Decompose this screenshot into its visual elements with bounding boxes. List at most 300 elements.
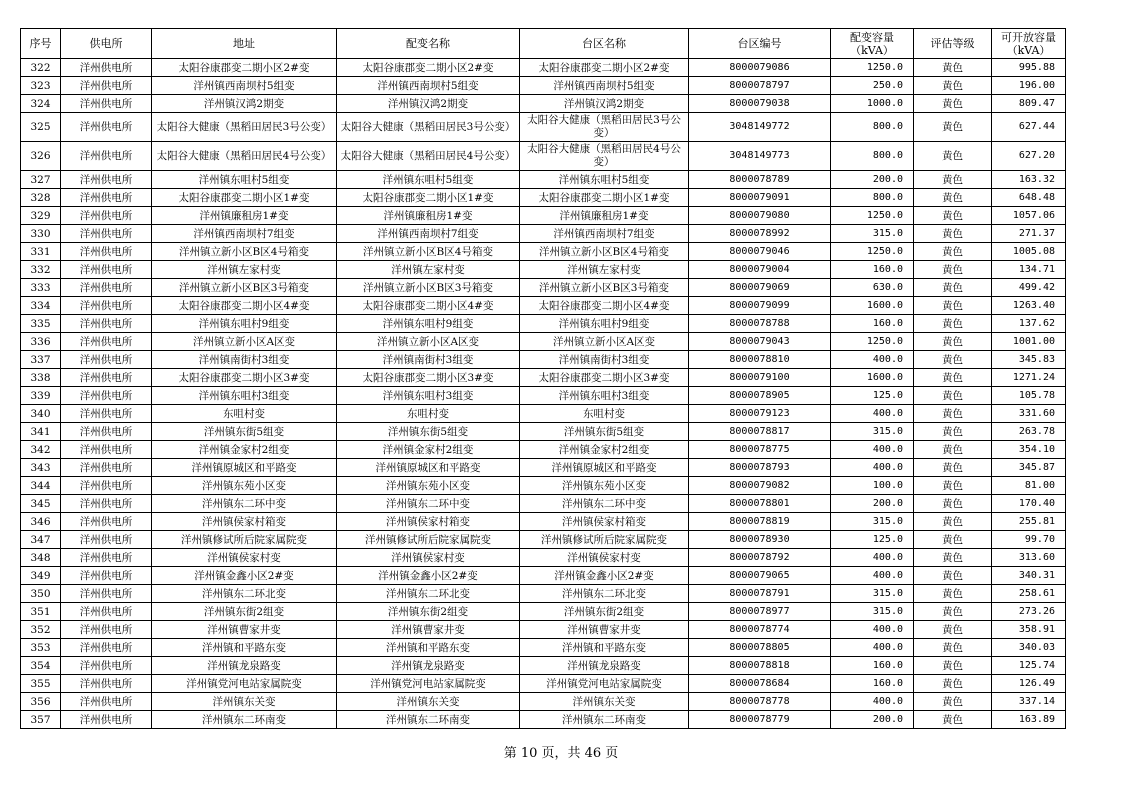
cell-station: 洋州供电所 (61, 207, 152, 225)
table-row (21, 279, 1066, 297)
cell-address: 洋州镇东二环南变 (152, 711, 337, 729)
cell-open-capacity: 331.60 (992, 405, 1066, 423)
cell-address: 东咀村变 (152, 405, 337, 423)
table-header-row (21, 29, 1066, 59)
cell-index: 332 (21, 261, 61, 279)
cell-station: 洋州供电所 (61, 585, 152, 603)
cell-area-code: 8000078788 (689, 315, 831, 333)
cell-area-name: 洋州镇东苑小区变 (520, 477, 689, 495)
cell-area-code: 8000079069 (689, 279, 831, 297)
cell-grade: 黄色 (914, 95, 992, 113)
cell-index: 343 (21, 459, 61, 477)
cell-transformer-name: 洋州镇立新小区B区4号箱变 (337, 243, 520, 261)
table-row (21, 405, 1066, 423)
cell-transformer-name: 洋州镇西南坝村5组变 (337, 77, 520, 95)
cell-grade: 黄色 (914, 711, 992, 729)
table-row (21, 315, 1066, 333)
cell-area-code: 8000079099 (689, 297, 831, 315)
cell-grade: 黄色 (914, 369, 992, 387)
cell-address: 洋州镇东苑小区变 (152, 477, 337, 495)
cell-transformer-name: 洋州镇和平路东变 (337, 639, 520, 657)
cell-open-capacity: 196.00 (992, 77, 1066, 95)
cell-station: 洋州供电所 (61, 495, 152, 513)
cell-area-code: 8000078818 (689, 657, 831, 675)
table-row (21, 585, 1066, 603)
cell-index: 357 (21, 711, 61, 729)
cell-capacity: 800.0 (831, 113, 914, 142)
cell-area-name: 太阳谷大健康（黑稻田居民4号公变） (520, 142, 689, 171)
cell-transformer-name: 洋州镇左家村变 (337, 261, 520, 279)
cell-grade: 黄色 (914, 59, 992, 77)
cell-grade: 黄色 (914, 585, 992, 603)
cell-station: 洋州供电所 (61, 459, 152, 477)
cell-station: 洋州供电所 (61, 477, 152, 495)
cell-area-name: 东咀村变 (520, 405, 689, 423)
cell-index: 326 (21, 142, 61, 171)
cell-area-code: 8000079082 (689, 477, 831, 495)
cell-station: 洋州供电所 (61, 387, 152, 405)
cell-capacity: 800.0 (831, 189, 914, 207)
cell-station: 洋州供电所 (61, 225, 152, 243)
cell-capacity: 400.0 (831, 441, 914, 459)
cell-station: 洋州供电所 (61, 315, 152, 333)
cell-capacity: 160.0 (831, 261, 914, 279)
cell-transformer-name: 洋州镇立新小区A区变 (337, 333, 520, 351)
cell-open-capacity: 345.83 (992, 351, 1066, 369)
cell-grade: 黄色 (914, 387, 992, 405)
cell-grade: 黄色 (914, 243, 992, 261)
cell-transformer-name: 洋州镇廉租房1#变 (337, 207, 520, 225)
cell-grade: 黄色 (914, 513, 992, 531)
cell-open-capacity: 345.87 (992, 459, 1066, 477)
cell-grade: 黄色 (914, 567, 992, 585)
cell-address: 洋州镇金家村2组变 (152, 441, 337, 459)
cell-index: 348 (21, 549, 61, 567)
cell-capacity: 1250.0 (831, 59, 914, 77)
cell-address: 洋州镇党河电站家属院变 (152, 675, 337, 693)
cell-capacity: 315.0 (831, 225, 914, 243)
cell-capacity: 800.0 (831, 142, 914, 171)
cell-address: 洋州镇东街5组变 (152, 423, 337, 441)
cell-open-capacity: 358.91 (992, 621, 1066, 639)
cell-station: 洋州供电所 (61, 113, 152, 142)
cell-grade: 黄色 (914, 621, 992, 639)
cell-grade: 黄色 (914, 441, 992, 459)
cell-station: 洋州供电所 (61, 261, 152, 279)
cell-capacity: 1250.0 (831, 333, 914, 351)
cell-open-capacity: 126.49 (992, 675, 1066, 693)
cell-index: 337 (21, 351, 61, 369)
cell-capacity: 630.0 (831, 279, 914, 297)
cell-station: 洋州供电所 (61, 549, 152, 567)
cell-transformer-name: 太阳谷康郡变二期小区4#变 (337, 297, 520, 315)
cell-index: 340 (21, 405, 61, 423)
cell-address: 洋州镇左家村变 (152, 261, 337, 279)
cell-address: 洋州镇立新小区B区3号箱变 (152, 279, 337, 297)
table-row (21, 639, 1066, 657)
cell-address: 洋州镇金鑫小区2#变 (152, 567, 337, 585)
cell-area-name: 太阳谷康郡变二期小区3#变 (520, 369, 689, 387)
cell-index: 327 (21, 171, 61, 189)
cell-transformer-name: 洋州镇西南坝村7组变 (337, 225, 520, 243)
cell-index: 324 (21, 95, 61, 113)
cell-address: 太阳谷大健康（黑稻田居民4号公变） (152, 142, 337, 171)
cell-grade: 黄色 (914, 675, 992, 693)
cell-grade: 黄色 (914, 207, 992, 225)
cell-address: 洋州镇汉鸿2期变 (152, 95, 337, 113)
cell-open-capacity: 1057.06 (992, 207, 1066, 225)
cell-grade: 黄色 (914, 531, 992, 549)
cell-grade: 黄色 (914, 142, 992, 171)
cell-index: 345 (21, 495, 61, 513)
cell-capacity: 200.0 (831, 711, 914, 729)
cell-address: 洋州镇立新小区A区变 (152, 333, 337, 351)
cell-area-code: 8000079080 (689, 207, 831, 225)
cell-station: 洋州供电所 (61, 513, 152, 531)
cell-open-capacity: 125.74 (992, 657, 1066, 675)
cell-grade: 黄色 (914, 333, 992, 351)
cell-area-code: 8000079065 (689, 567, 831, 585)
cell-area-code: 8000079086 (689, 59, 831, 77)
cell-capacity: 400.0 (831, 621, 914, 639)
cell-station: 洋州供电所 (61, 59, 152, 77)
cell-open-capacity: 137.62 (992, 315, 1066, 333)
cell-index: 335 (21, 315, 61, 333)
cell-area-code: 8000078774 (689, 621, 831, 639)
table-row (21, 189, 1066, 207)
cell-address: 洋州镇东二环北变 (152, 585, 337, 603)
header-area-name: 台区名称 (520, 29, 689, 59)
cell-address: 洋州镇南街村3组变 (152, 351, 337, 369)
table-row (21, 675, 1066, 693)
table-row (21, 693, 1066, 711)
cell-open-capacity: 170.40 (992, 495, 1066, 513)
cell-transformer-name: 洋州镇汉鸿2期变 (337, 95, 520, 113)
cell-address: 太阳谷康郡变二期小区2#变 (152, 59, 337, 77)
cell-index: 350 (21, 585, 61, 603)
cell-station: 洋州供电所 (61, 567, 152, 585)
cell-capacity: 400.0 (831, 693, 914, 711)
cell-capacity: 125.0 (831, 531, 914, 549)
cell-area-name: 洋州镇金鑫小区2#变 (520, 567, 689, 585)
cell-index: 341 (21, 423, 61, 441)
table-body (21, 59, 1066, 729)
cell-area-code: 3048149773 (689, 142, 831, 171)
table-row (21, 603, 1066, 621)
cell-index: 331 (21, 243, 61, 261)
table-row (21, 423, 1066, 441)
cell-capacity: 1250.0 (831, 243, 914, 261)
cell-open-capacity: 340.31 (992, 567, 1066, 585)
cell-index: 356 (21, 693, 61, 711)
table-row (21, 113, 1066, 142)
cell-transformer-name: 洋州镇东苑小区变 (337, 477, 520, 495)
cell-area-name: 洋州镇修试所后院家属院变 (520, 531, 689, 549)
table-row (21, 567, 1066, 585)
cell-index: 342 (21, 441, 61, 459)
cell-transformer-name: 洋州镇修试所后院家属院变 (337, 531, 520, 549)
cell-address: 洋州镇廉租房1#变 (152, 207, 337, 225)
cell-area-code: 8000078791 (689, 585, 831, 603)
cell-open-capacity: 263.78 (992, 423, 1066, 441)
cell-address: 洋州镇东咀村3组变 (152, 387, 337, 405)
cell-station: 洋州供电所 (61, 279, 152, 297)
cell-area-code: 8000079046 (689, 243, 831, 261)
cell-address: 洋州镇立新小区B区4号箱变 (152, 243, 337, 261)
cell-open-capacity: 809.47 (992, 95, 1066, 113)
cell-grade: 黄色 (914, 657, 992, 675)
cell-area-name: 洋州镇东咀村3组变 (520, 387, 689, 405)
cell-index: 355 (21, 675, 61, 693)
cell-capacity: 1600.0 (831, 297, 914, 315)
cell-address: 洋州镇曹家井变 (152, 621, 337, 639)
cell-area-code: 8000079091 (689, 189, 831, 207)
header-capacity: 配变容量 （kVA） (831, 29, 914, 59)
table-row (21, 549, 1066, 567)
cell-area-name: 洋州镇曹家井变 (520, 621, 689, 639)
cell-index: 354 (21, 657, 61, 675)
cell-capacity: 400.0 (831, 567, 914, 585)
cell-area-name: 洋州镇南街村3组变 (520, 351, 689, 369)
cell-area-name: 洋州镇东二环南变 (520, 711, 689, 729)
cell-station: 洋州供电所 (61, 603, 152, 621)
cell-capacity: 400.0 (831, 351, 914, 369)
cell-index: 333 (21, 279, 61, 297)
cell-transformer-name: 太阳谷康郡变二期小区1#变 (337, 189, 520, 207)
cell-area-code: 8000078792 (689, 549, 831, 567)
cell-area-code: 8000078801 (689, 495, 831, 513)
cell-area-code: 8000079100 (689, 369, 831, 387)
cell-grade: 黄色 (914, 639, 992, 657)
cell-station: 洋州供电所 (61, 189, 152, 207)
cell-area-code: 8000078789 (689, 171, 831, 189)
cell-capacity: 200.0 (831, 495, 914, 513)
cell-capacity: 315.0 (831, 423, 914, 441)
cell-transformer-name: 洋州镇东咀村3组变 (337, 387, 520, 405)
cell-transformer-name: 太阳谷大健康（黑稻田居民4号公变） (337, 142, 520, 171)
table-row (21, 59, 1066, 77)
cell-capacity: 1250.0 (831, 207, 914, 225)
table-row (21, 95, 1066, 113)
header-area-code: 台区编号 (689, 29, 831, 59)
table-row (21, 297, 1066, 315)
cell-transformer-name: 洋州镇立新小区B区3号箱变 (337, 279, 520, 297)
cell-transformer-name: 洋州镇原城区和平路变 (337, 459, 520, 477)
cell-area-code: 8000078778 (689, 693, 831, 711)
table-row (21, 621, 1066, 639)
cell-address: 洋州镇侯家村变 (152, 549, 337, 567)
cell-index: 334 (21, 297, 61, 315)
cell-station: 洋州供电所 (61, 531, 152, 549)
cell-transformer-name: 东咀村变 (337, 405, 520, 423)
cell-area-name: 太阳谷康郡变二期小区2#变 (520, 59, 689, 77)
cell-grade: 黄色 (914, 113, 992, 142)
cell-station: 洋州供电所 (61, 369, 152, 387)
cell-capacity: 125.0 (831, 387, 914, 405)
cell-station: 洋州供电所 (61, 441, 152, 459)
cell-capacity: 400.0 (831, 405, 914, 423)
cell-open-capacity: 627.44 (992, 113, 1066, 142)
cell-open-capacity: 995.88 (992, 59, 1066, 77)
cell-area-name: 洋州镇和平路东变 (520, 639, 689, 657)
cell-transformer-name: 洋州镇金鑫小区2#变 (337, 567, 520, 585)
header-transformer-name: 配变名称 (337, 29, 520, 59)
cell-transformer-name: 太阳谷康郡变二期小区2#变 (337, 59, 520, 77)
cell-transformer-name: 洋州镇东二环南变 (337, 711, 520, 729)
cell-open-capacity: 1001.00 (992, 333, 1066, 351)
table-row (21, 171, 1066, 189)
cell-open-capacity: 163.32 (992, 171, 1066, 189)
cell-station: 洋州供电所 (61, 639, 152, 657)
cell-area-name: 洋州镇立新小区B区3号箱变 (520, 279, 689, 297)
cell-address: 太阳谷康郡变二期小区1#变 (152, 189, 337, 207)
cell-grade: 黄色 (914, 603, 992, 621)
cell-index: 336 (21, 333, 61, 351)
cell-open-capacity: 354.10 (992, 441, 1066, 459)
cell-area-code: 8000078977 (689, 603, 831, 621)
cell-grade: 黄色 (914, 693, 992, 711)
cell-index: 322 (21, 59, 61, 77)
cell-index: 328 (21, 189, 61, 207)
cell-grade: 黄色 (914, 77, 992, 95)
cell-open-capacity: 163.89 (992, 711, 1066, 729)
table-row (21, 657, 1066, 675)
cell-capacity: 400.0 (831, 459, 914, 477)
cell-address: 洋州镇修试所后院家属院变 (152, 531, 337, 549)
cell-index: 351 (21, 603, 61, 621)
cell-area-name: 洋州镇廉租房1#变 (520, 207, 689, 225)
cell-area-code: 8000078810 (689, 351, 831, 369)
cell-grade: 黄色 (914, 225, 992, 243)
cell-transformer-name: 洋州镇东咀村5组变 (337, 171, 520, 189)
cell-area-name: 洋州镇侯家村箱变 (520, 513, 689, 531)
cell-capacity: 160.0 (831, 315, 914, 333)
cell-capacity: 315.0 (831, 585, 914, 603)
cell-area-name: 洋州镇汉鸿2期变 (520, 95, 689, 113)
cell-grade: 黄色 (914, 477, 992, 495)
cell-open-capacity: 337.14 (992, 693, 1066, 711)
cell-address: 洋州镇东咀村9组变 (152, 315, 337, 333)
cell-area-code: 8000078779 (689, 711, 831, 729)
table-row (21, 207, 1066, 225)
cell-grade: 黄色 (914, 189, 992, 207)
cell-area-name: 太阳谷大健康（黑稻田居民3号公变） (520, 113, 689, 142)
cell-area-code: 8000078684 (689, 675, 831, 693)
cell-grade: 黄色 (914, 423, 992, 441)
cell-index: 352 (21, 621, 61, 639)
cell-capacity: 400.0 (831, 639, 914, 657)
cell-station: 洋州供电所 (61, 171, 152, 189)
cell-station: 洋州供电所 (61, 333, 152, 351)
cell-transformer-name: 洋州镇东关变 (337, 693, 520, 711)
header-grade: 评估等级 (914, 29, 992, 59)
cell-open-capacity: 258.61 (992, 585, 1066, 603)
cell-area-name: 洋州镇西南坝村5组变 (520, 77, 689, 95)
cell-area-name: 洋州镇东二环中变 (520, 495, 689, 513)
cell-grade: 黄色 (914, 297, 992, 315)
cell-station: 洋州供电所 (61, 77, 152, 95)
cell-open-capacity: 1005.08 (992, 243, 1066, 261)
cell-station: 洋州供电所 (61, 243, 152, 261)
cell-area-name: 洋州镇侯家村变 (520, 549, 689, 567)
cell-open-capacity: 313.60 (992, 549, 1066, 567)
table-row (21, 142, 1066, 171)
cell-address: 太阳谷康郡变二期小区3#变 (152, 369, 337, 387)
cell-open-capacity: 81.00 (992, 477, 1066, 495)
cell-transformer-name: 洋州镇金家村2组变 (337, 441, 520, 459)
cell-capacity: 160.0 (831, 675, 914, 693)
table-row (21, 387, 1066, 405)
cell-open-capacity: 134.71 (992, 261, 1066, 279)
cell-transformer-name: 洋州镇曹家井变 (337, 621, 520, 639)
table-row (21, 351, 1066, 369)
cell-grade: 黄色 (914, 405, 992, 423)
cell-address: 洋州镇东二环中变 (152, 495, 337, 513)
table-row (21, 243, 1066, 261)
cell-area-name: 洋州镇东咀村5组变 (520, 171, 689, 189)
cell-open-capacity: 627.20 (992, 142, 1066, 171)
header-open-capacity: 可开放容量 （kVA） (992, 29, 1066, 59)
cell-area-code: 8000078775 (689, 441, 831, 459)
cell-area-code: 8000079038 (689, 95, 831, 113)
cell-transformer-name: 洋州镇东二环中变 (337, 495, 520, 513)
cell-station: 洋州供电所 (61, 657, 152, 675)
cell-station: 洋州供电所 (61, 423, 152, 441)
cell-area-code: 3048149772 (689, 113, 831, 142)
cell-area-code: 8000078817 (689, 423, 831, 441)
cell-transformer-name: 洋州镇龙泉路变 (337, 657, 520, 675)
cell-transformer-name: 洋州镇东街5组变 (337, 423, 520, 441)
cell-open-capacity: 1263.40 (992, 297, 1066, 315)
cell-area-code: 8000078797 (689, 77, 831, 95)
cell-grade: 黄色 (914, 459, 992, 477)
cell-transformer-name: 太阳谷大健康（黑稻田居民3号公变） (337, 113, 520, 142)
cell-station: 洋州供电所 (61, 297, 152, 315)
cell-address: 太阳谷康郡变二期小区4#变 (152, 297, 337, 315)
cell-area-name: 洋州镇原城区和平路变 (520, 459, 689, 477)
cell-address: 洋州镇东街2组变 (152, 603, 337, 621)
cell-area-name: 洋州镇西南坝村7组变 (520, 225, 689, 243)
cell-grade: 黄色 (914, 315, 992, 333)
cell-capacity: 100.0 (831, 477, 914, 495)
cell-area-code: 8000079004 (689, 261, 831, 279)
cell-address: 洋州镇西南坝村7组变 (152, 225, 337, 243)
table-row (21, 441, 1066, 459)
cell-station: 洋州供电所 (61, 621, 152, 639)
cell-open-capacity: 271.37 (992, 225, 1066, 243)
cell-area-name: 洋州镇东二环北变 (520, 585, 689, 603)
capacity-table (20, 28, 1066, 729)
table-row (21, 513, 1066, 531)
cell-address: 洋州镇和平路东变 (152, 639, 337, 657)
cell-index: 323 (21, 77, 61, 95)
cell-open-capacity: 648.48 (992, 189, 1066, 207)
cell-open-capacity: 255.81 (992, 513, 1066, 531)
cell-area-name: 洋州镇金家村2组变 (520, 441, 689, 459)
cell-transformer-name: 洋州镇东二环北变 (337, 585, 520, 603)
cell-area-name: 洋州镇立新小区B区4号箱变 (520, 243, 689, 261)
cell-grade: 黄色 (914, 351, 992, 369)
cell-station: 洋州供电所 (61, 693, 152, 711)
cell-transformer-name: 洋州镇党河电站家属院变 (337, 675, 520, 693)
cell-index: 347 (21, 531, 61, 549)
table-row (21, 369, 1066, 387)
cell-address: 洋州镇龙泉路变 (152, 657, 337, 675)
cell-open-capacity: 1271.24 (992, 369, 1066, 387)
page-footer: 第 10 页，共 46 页 (503, 746, 619, 761)
cell-open-capacity: 273.26 (992, 603, 1066, 621)
cell-grade: 黄色 (914, 495, 992, 513)
